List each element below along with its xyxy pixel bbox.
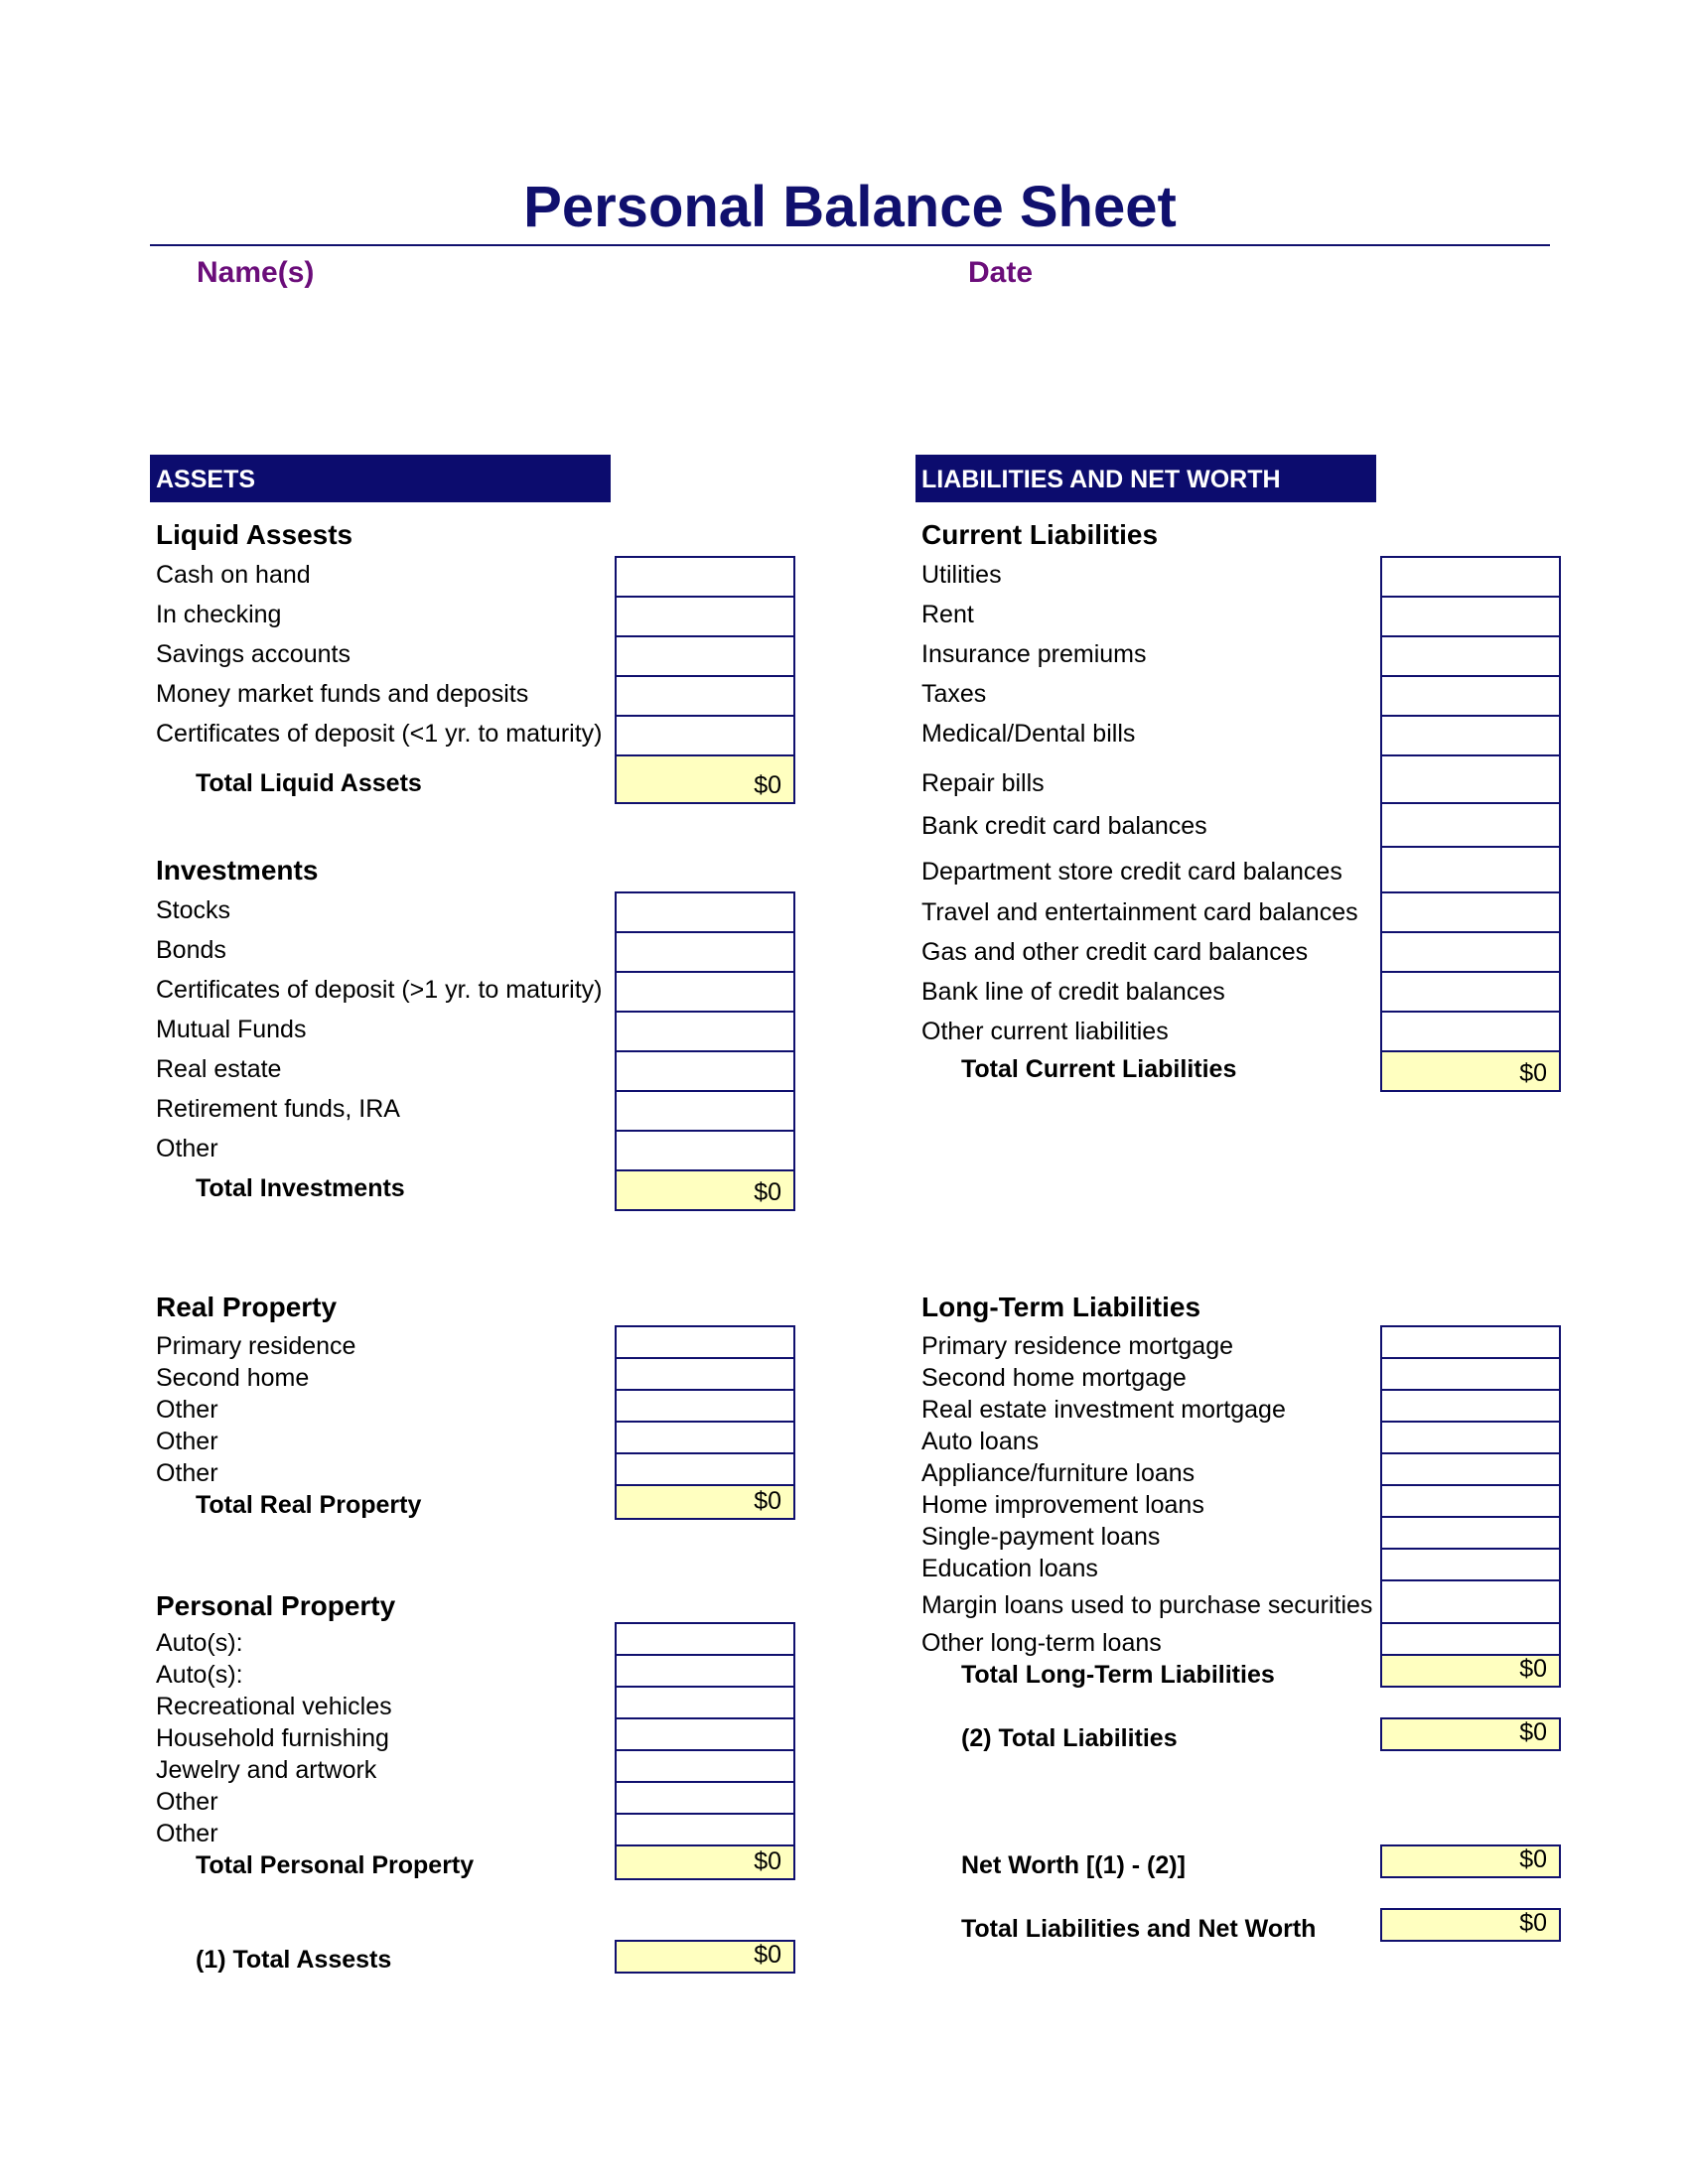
input-other-current-liabilities[interactable] xyxy=(1380,1011,1561,1052)
input-other-long-term-loans[interactable] xyxy=(1380,1622,1561,1656)
total-value-text: $0 xyxy=(1519,1655,1547,1683)
total-value-current-liabilities xyxy=(1380,1050,1561,1092)
net-worth-value xyxy=(1380,1844,1561,1878)
total-value-text: $0 xyxy=(1519,1059,1547,1087)
total-value-text: $0 xyxy=(1519,1909,1547,1937)
row-label: Travel and entertainment card balances xyxy=(921,898,1358,926)
input-in-checking[interactable] xyxy=(615,596,795,637)
row-label: Mutual Funds xyxy=(156,1016,307,1043)
row-label: Jewelry and artwork xyxy=(156,1756,377,1784)
row-label: Department store credit card balances xyxy=(921,858,1342,886)
date-label: Date xyxy=(968,256,1034,289)
row-label: Gas and other credit card balances xyxy=(921,938,1309,966)
row-label: Primary residence xyxy=(156,1332,356,1360)
total-value-text: $0 xyxy=(754,1847,781,1875)
row-label: Second home mortgage xyxy=(921,1364,1187,1392)
input-utilities[interactable] xyxy=(1380,556,1561,598)
row-label: Other xyxy=(156,1459,218,1487)
row-label: Household furnishing xyxy=(156,1724,389,1752)
input-real-property-other-1[interactable] xyxy=(615,1389,795,1423)
input-real-estate-investment-mortgage[interactable] xyxy=(1380,1389,1561,1423)
row-label: Savings accounts xyxy=(156,640,351,668)
row-label: Bonds xyxy=(156,936,226,964)
input-primary-residence-mortgage[interactable] xyxy=(1380,1325,1561,1359)
input-bank-credit-card[interactable] xyxy=(1380,802,1561,848)
total-value-real-property xyxy=(615,1484,795,1520)
total-label-investments: Total Investments xyxy=(196,1174,405,1202)
row-label: Certificates of deposit (>1 yr. to maturity) xyxy=(156,976,603,1004)
input-gas-credit-card[interactable] xyxy=(1380,931,1561,973)
row-label: Margin loans used to purchase securities xyxy=(921,1591,1373,1619)
page-title: Personal Balance Sheet xyxy=(523,175,1177,239)
input-repair-bills[interactable] xyxy=(1380,754,1561,804)
grand-total-value xyxy=(1380,1908,1561,1942)
row-label: Taxes xyxy=(921,680,987,708)
row-label: Recreational vehicles xyxy=(156,1693,392,1720)
row-label: Bank line of credit balances xyxy=(921,978,1225,1006)
row-label: Bank credit card balances xyxy=(921,812,1207,840)
row-label: In checking xyxy=(156,601,282,628)
row-label: Other xyxy=(156,1428,218,1455)
row-label: Primary residence mortgage xyxy=(921,1332,1234,1360)
input-personal-other-2[interactable] xyxy=(615,1813,795,1846)
row-label: Auto loans xyxy=(921,1428,1040,1455)
row-label: Rent xyxy=(921,601,974,628)
total-value-text: $0 xyxy=(754,1487,781,1515)
input-department-store-card[interactable] xyxy=(1380,846,1561,893)
total-value-text: $0 xyxy=(1519,1718,1547,1746)
input-travel-entertainment-card[interactable] xyxy=(1380,891,1561,933)
section-title-real-property: Real Property xyxy=(156,1292,338,1322)
total-value-text: $0 xyxy=(754,1941,781,1969)
total-value-personal-property xyxy=(615,1844,795,1880)
row-label: Real estate investment mortgage xyxy=(921,1396,1286,1424)
input-money-market[interactable] xyxy=(615,675,795,717)
input-savings-accounts[interactable] xyxy=(615,635,795,677)
row-label: Real estate xyxy=(156,1055,282,1083)
names-label: Name(s) xyxy=(197,256,315,289)
input-auto-2[interactable] xyxy=(615,1654,795,1688)
row-label: Insurance premiums xyxy=(921,640,1147,668)
input-household-furnishing[interactable] xyxy=(615,1717,795,1751)
input-real-property-other-2[interactable] xyxy=(615,1421,795,1454)
total-value-text: $0 xyxy=(1519,1845,1547,1873)
section-title-investments: Investments xyxy=(156,855,319,886)
input-real-property-other-3[interactable] xyxy=(615,1452,795,1486)
row-label: Auto(s): xyxy=(156,1661,243,1689)
total-label-current-liabilities: Total Current Liabilities xyxy=(961,1055,1237,1083)
section-title-personal-property: Personal Property xyxy=(156,1590,396,1621)
total-label-personal-property: Total Personal Property xyxy=(196,1851,475,1879)
input-primary-residence[interactable] xyxy=(615,1325,795,1359)
input-jewelry-artwork[interactable] xyxy=(615,1749,795,1783)
input-retirement-funds[interactable] xyxy=(615,1090,795,1132)
row-label: Retirement funds, IRA xyxy=(156,1095,400,1123)
row-label: Utilities xyxy=(921,561,1002,589)
grand-total-label: Total Liabilities and Net Worth xyxy=(961,1915,1317,1943)
row-label: Repair bills xyxy=(921,769,1045,797)
input-education-loans[interactable] xyxy=(1380,1548,1561,1581)
input-cd-short[interactable] xyxy=(615,715,795,756)
section-title-long-term-liabilities: Long-Term Liabilities xyxy=(921,1292,1201,1322)
input-mutual-funds[interactable] xyxy=(615,1011,795,1052)
row-label: Second home xyxy=(156,1364,310,1392)
total-value-investments xyxy=(615,1169,795,1211)
row-label: Money market funds and deposits xyxy=(156,680,529,708)
total-label-liabilities: (2) Total Liabilities xyxy=(961,1724,1178,1752)
total-value-liquid-assets xyxy=(615,754,795,804)
input-second-home[interactable] xyxy=(615,1357,795,1391)
title-divider xyxy=(150,244,1550,246)
input-insurance-premiums[interactable] xyxy=(1380,635,1561,677)
input-recreational-vehicles[interactable] xyxy=(615,1686,795,1719)
input-auto-loans[interactable] xyxy=(1380,1421,1561,1454)
input-home-improvement-loans[interactable] xyxy=(1380,1484,1561,1518)
row-label: Other xyxy=(156,1820,218,1847)
input-cash-on-hand[interactable] xyxy=(615,556,795,598)
input-taxes[interactable] xyxy=(1380,675,1561,717)
total-label-real-property: Total Real Property xyxy=(196,1491,422,1519)
input-personal-other-1[interactable] xyxy=(615,1781,795,1815)
row-label: Other xyxy=(156,1135,218,1162)
row-label: Other current liabilities xyxy=(921,1018,1169,1045)
input-medical-dental[interactable] xyxy=(1380,715,1561,756)
section-title-liquid-assets: Liquid Assests xyxy=(156,519,353,550)
row-label: Medical/Dental bills xyxy=(921,720,1136,748)
input-cd-long[interactable] xyxy=(615,971,795,1013)
net-worth-label: Net Worth [(1) - (2)] xyxy=(961,1851,1186,1879)
total-value-text: $0 xyxy=(754,1178,781,1206)
input-single-payment-loans[interactable] xyxy=(1380,1516,1561,1550)
row-label: Other xyxy=(156,1396,218,1424)
row-label: Single-payment loans xyxy=(921,1523,1161,1551)
row-label: Home improvement loans xyxy=(921,1491,1204,1519)
liabilities-header: LIABILITIES AND NET WORTH xyxy=(915,455,1376,502)
row-label: Auto(s): xyxy=(156,1629,243,1657)
input-bonds[interactable] xyxy=(615,931,795,973)
row-label: Other long-term loans xyxy=(921,1629,1162,1657)
assets-header: ASSETS xyxy=(150,455,611,502)
input-auto-1[interactable] xyxy=(615,1622,795,1656)
total-value-assets xyxy=(615,1940,795,1974)
total-label-liquid-assets: Total Liquid Assets xyxy=(196,769,422,797)
input-investments-other[interactable] xyxy=(615,1130,795,1171)
row-label: Other xyxy=(156,1788,218,1816)
row-label: Appliance/furniture loans xyxy=(921,1459,1196,1487)
total-label-long-term-liabilities: Total Long-Term Liabilities xyxy=(961,1661,1275,1689)
total-label-assets: (1) Total Assests xyxy=(196,1946,392,1974)
input-bank-line-of-credit[interactable] xyxy=(1380,971,1561,1013)
input-second-home-mortgage[interactable] xyxy=(1380,1357,1561,1391)
total-value-text: $0 xyxy=(754,771,781,799)
input-stocks[interactable] xyxy=(615,891,795,933)
section-title-current-liabilities: Current Liabilities xyxy=(921,519,1159,550)
row-label: Cash on hand xyxy=(156,561,311,589)
row-label: Stocks xyxy=(156,896,231,924)
row-label: Education loans xyxy=(921,1555,1098,1582)
input-real-estate[interactable] xyxy=(615,1050,795,1092)
total-value-liabilities xyxy=(1380,1717,1561,1751)
input-rent[interactable] xyxy=(1380,596,1561,637)
input-margin-loans[interactable] xyxy=(1380,1579,1561,1624)
row-label: Certificates of deposit (<1 yr. to maturity) xyxy=(156,720,603,748)
input-appliance-furniture-loans[interactable] xyxy=(1380,1452,1561,1486)
total-value-long-term-liabilities xyxy=(1380,1654,1561,1688)
